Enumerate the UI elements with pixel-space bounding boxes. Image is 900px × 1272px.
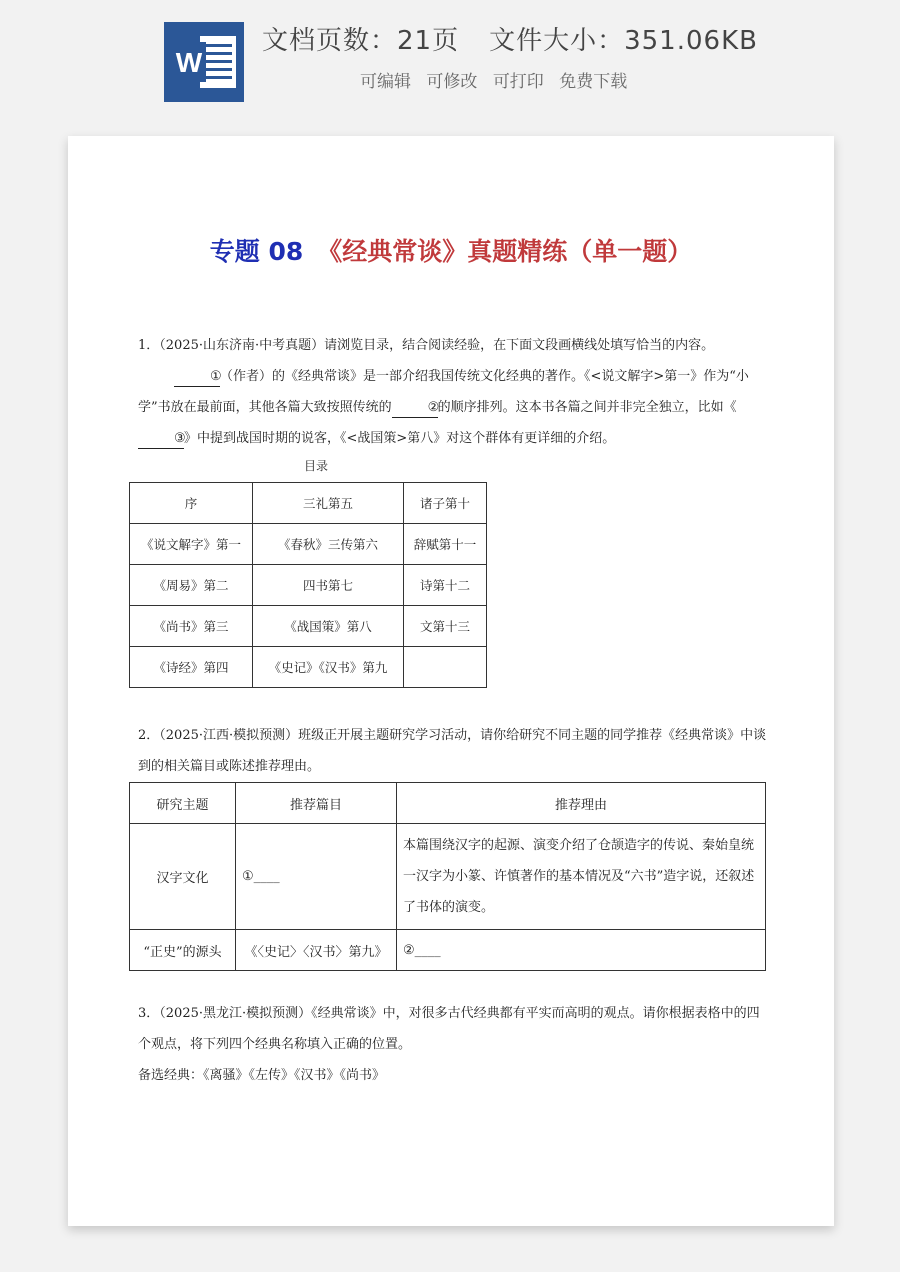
page-title	[68, 232, 834, 268]
table-cell: ②____	[397, 930, 766, 971]
toc-cell: 文第十三	[404, 606, 487, 647]
toc-cell: 序	[130, 483, 253, 524]
toc-cell: 《尚书》第三	[130, 606, 253, 647]
blank-2: ②	[392, 399, 438, 418]
table-cell: 汉字文化	[130, 824, 236, 930]
toc-cell: 诸子第十	[404, 483, 487, 524]
toc-cell	[404, 647, 487, 688]
passage-text-1: （作者）的《经典常谈》是一部介绍我国传统文化经典的著作。《<说文解字>第一》作为“小学”书放在最前面，其他各篇大致按照传统的	[138, 369, 749, 415]
table-cell: 本篇围绕汉字的起源、演变介绍了仓颉造字的传说、秦始皇统一汉字为小篆、许慎著作的基本情况及“六书”造字说，还叙述了书体的演变。	[397, 824, 766, 930]
toc-cell: 《春秋》三传第六	[253, 524, 404, 565]
passage-text-3: 》中提到战国时期的说客，《<战国策>第八》对这个群体有更详细的介绍。	[184, 431, 616, 446]
table-row	[130, 647, 487, 688]
feature-list	[360, 67, 788, 92]
table-row	[130, 524, 487, 565]
toc-cell: 《战国策》第八	[253, 606, 404, 647]
document-page	[68, 136, 834, 1226]
question-1-passage	[138, 361, 768, 454]
table-row	[130, 606, 487, 647]
table-header: 研究主题	[130, 783, 236, 824]
recommendation-table	[129, 782, 766, 971]
toc-cell: 《史记》《汉书》第九	[253, 647, 404, 688]
blank-1: ①	[174, 368, 220, 387]
toc-cell: 诗第十二	[404, 565, 487, 606]
question-1	[138, 330, 768, 454]
feature-modifiable: 可修改	[426, 72, 478, 92]
table-row	[130, 824, 766, 930]
toc-cell: 《周易》第二	[130, 565, 253, 606]
toc-table	[129, 482, 487, 688]
page-count: 文档页数：21页	[262, 26, 460, 56]
passage-text-2: 的顺序排列。这本书各篇之间并非完全独立，比如《	[437, 400, 737, 415]
toc-cell: 三礼第五	[253, 483, 404, 524]
table-row	[130, 483, 487, 524]
question-2	[138, 720, 768, 782]
table-row	[130, 930, 766, 971]
table-cell: 《〈史记〉〈汉书〉第九》	[236, 930, 397, 971]
table-cell: ①____	[236, 824, 397, 930]
file-info	[262, 20, 788, 92]
toc-cell: 辞赋第十一	[404, 524, 487, 565]
question-3-stem: 3．（2025·黑龙江·模拟预测）《经典常谈》中，对很多古代经典都有平实而高明的观点。请你根据表格中的四个观点，将下列四个经典名称填入正确的位置。	[138, 1006, 760, 1052]
svg-text:W: W	[175, 47, 203, 78]
table-cell: “正史”的源头	[130, 930, 236, 971]
toc-cell: 四书第七	[253, 565, 404, 606]
feature-editable: 可编辑	[360, 72, 411, 92]
table-row	[130, 565, 487, 606]
question-3	[138, 998, 768, 1091]
question-2-stem: 2．（2025·江西·模拟预测）班级正开展主题研究学习活动，请你给研究不同主题的同学推荐《经典常谈》中谈到的相关篇目或陈述推荐理由。	[138, 728, 767, 774]
table-header: 推荐理由	[397, 783, 766, 824]
blank-3: ③	[138, 430, 184, 449]
feature-free-download: 免费下载	[559, 72, 628, 92]
toc-title: 目录	[304, 459, 329, 473]
word-doc-icon	[164, 22, 244, 102]
toc-cell: 《诗经》第四	[130, 647, 253, 688]
file-size: 文件大小：351.06KB	[489, 26, 758, 56]
document-header	[0, 0, 900, 120]
table-row	[130, 783, 766, 824]
question-1-stem: 1．（2025·山东济南·中考真题）请浏览目录，结合阅读经验，在下面文段画横线处填写恰当的内容。	[138, 338, 715, 353]
toc-cell: 《说文解字》第一	[130, 524, 253, 565]
title-main: 《经典常谈》真题精练（单一题）	[317, 237, 693, 266]
table-header: 推荐篇目	[236, 783, 397, 824]
question-3-options: 备选经典：《离骚》《左传》《汉书》《尚书》	[138, 1068, 386, 1083]
title-topic: 专题 08	[209, 237, 304, 266]
feature-printable: 可打印	[492, 72, 544, 92]
